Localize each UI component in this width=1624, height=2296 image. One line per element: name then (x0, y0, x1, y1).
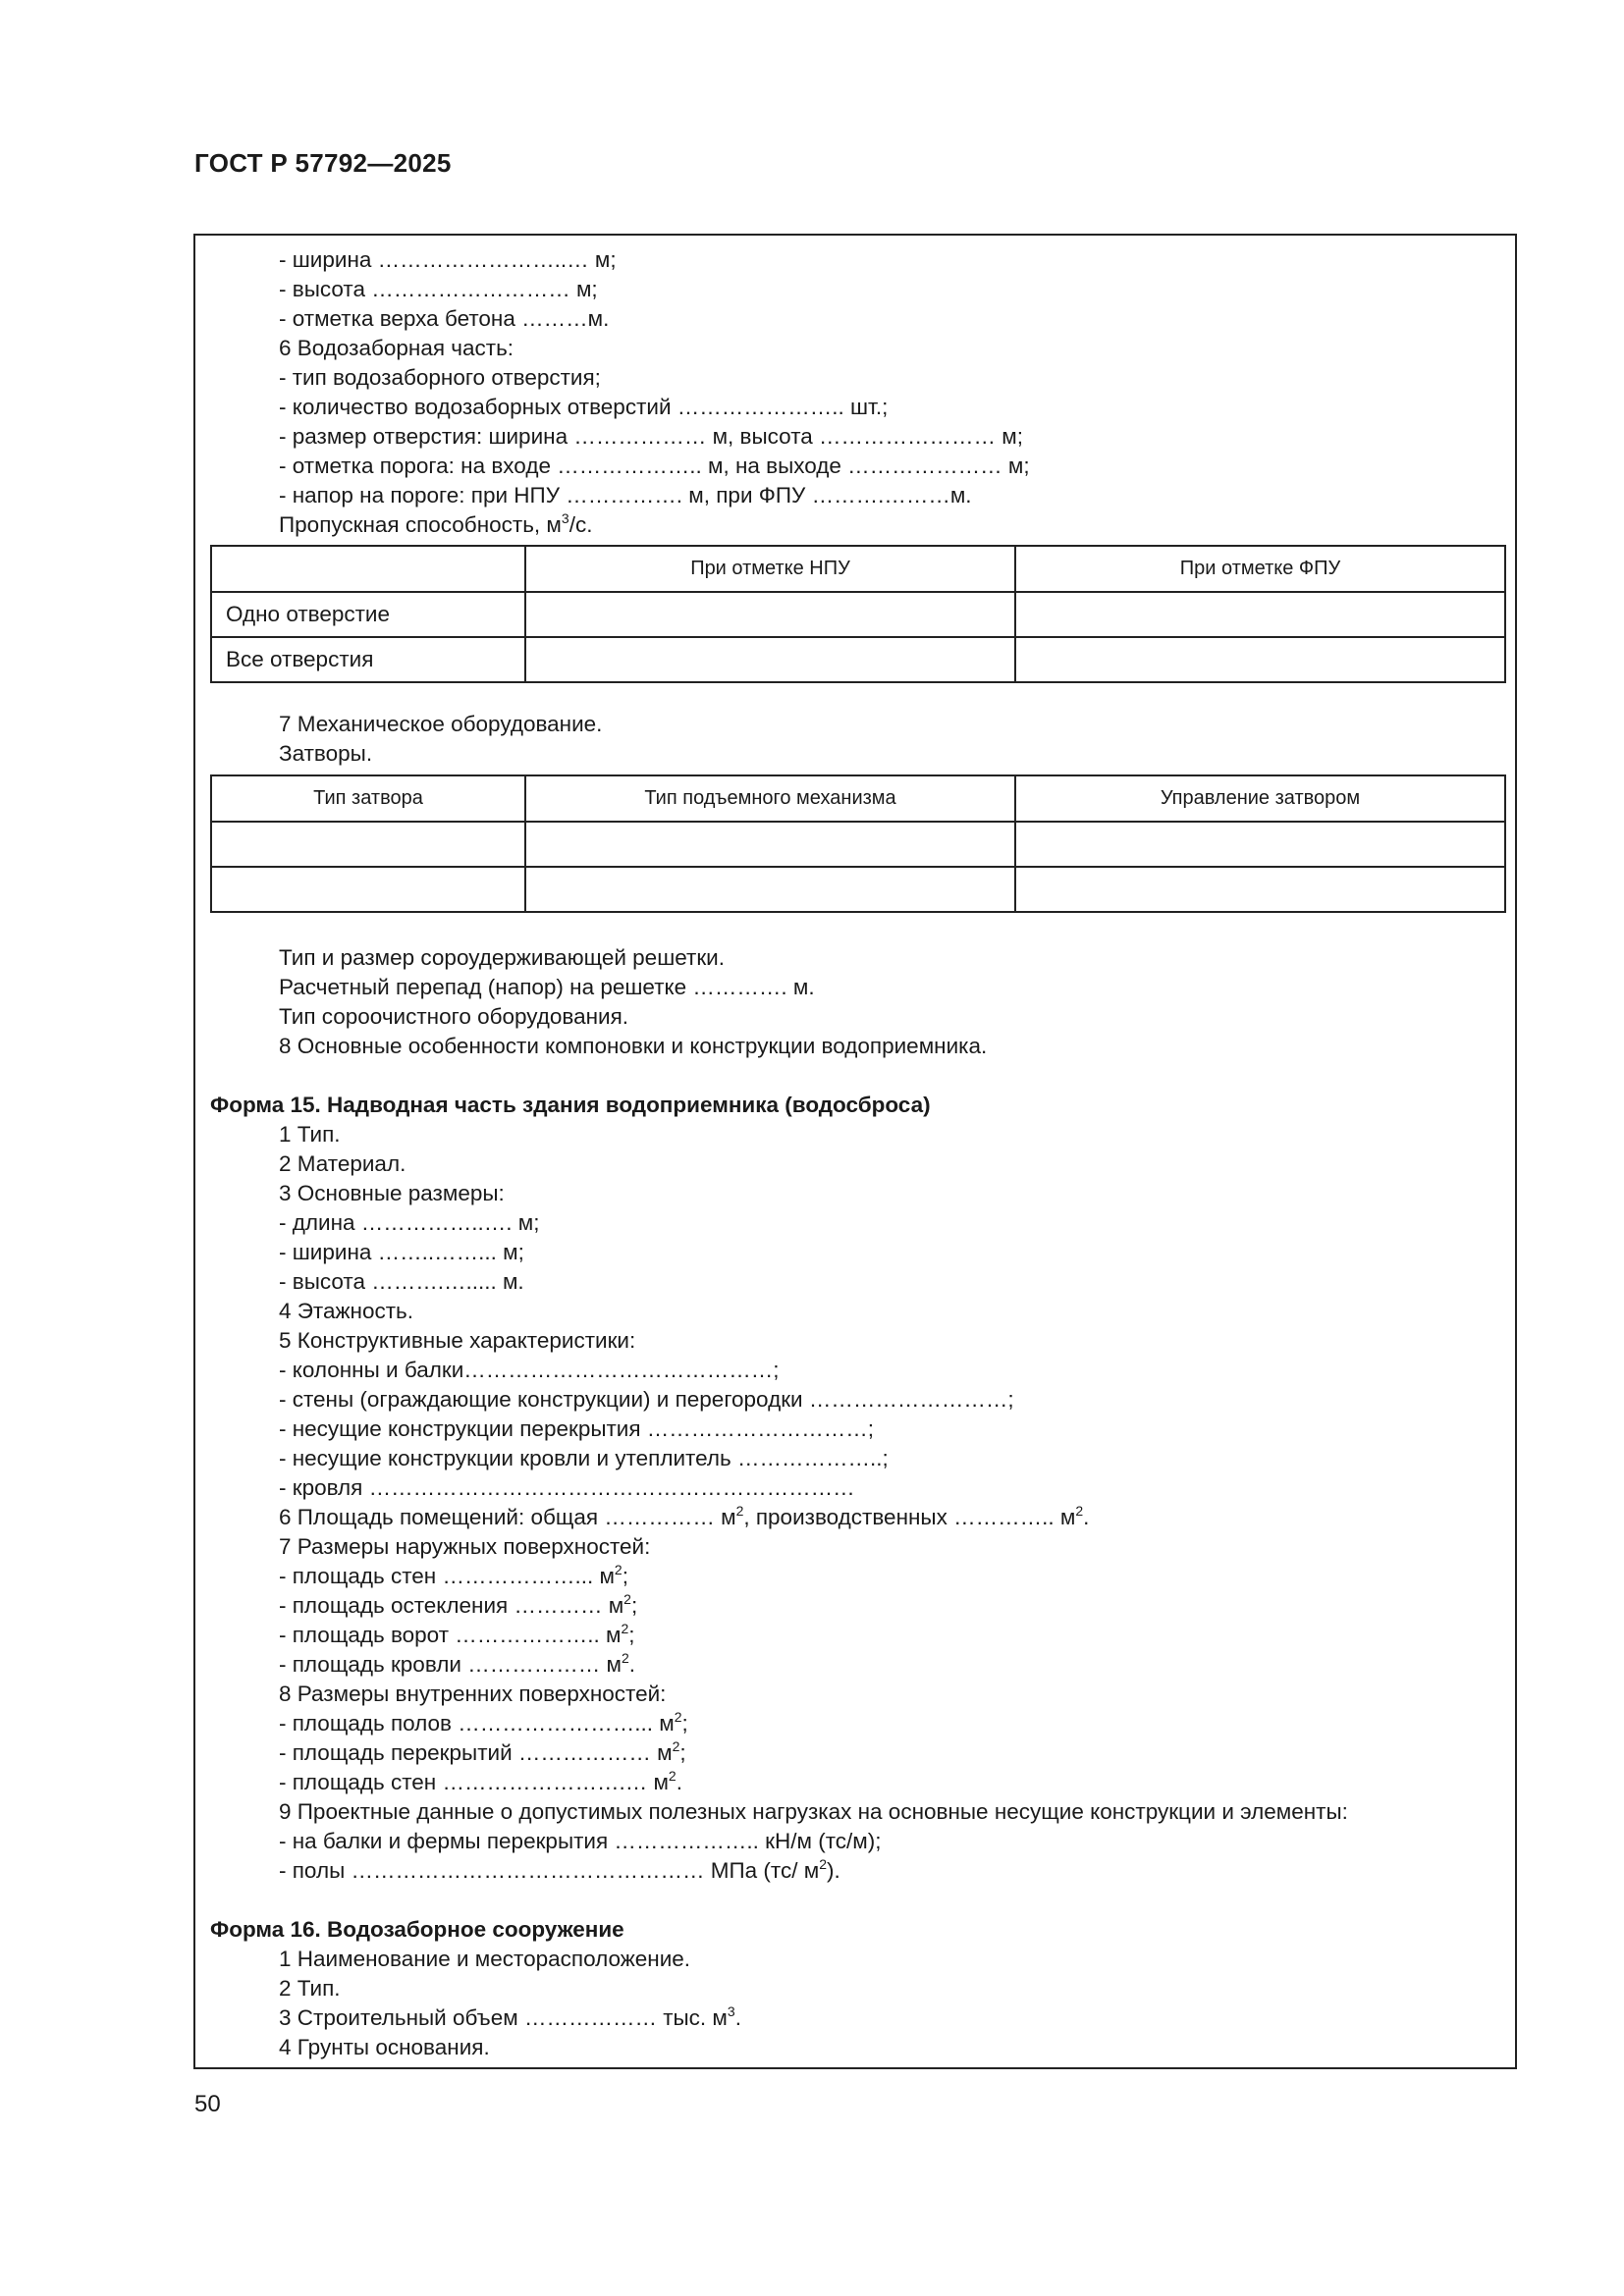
text-line: - площадь стен …………………….… $м^2$. (279, 1768, 682, 1794)
table-header-cell: При отметке НПУ (525, 546, 1015, 592)
table-cell (525, 822, 1015, 867)
text-line: - высота ……….…..... м. (279, 1269, 524, 1294)
form16-title: Форма 16. Водозаборное сооружение (210, 1917, 624, 1942)
text-line: 3 Основные размеры: (279, 1181, 505, 1205)
text-line: 7 Размеры наружных поверхностей: (279, 1534, 651, 1559)
table-row (211, 592, 1505, 637)
table-header-cell: При отметке ФПУ (1015, 546, 1505, 592)
text-line: - площадь кровли ……………… $м^2$. (279, 1650, 635, 1677)
table-header-row (211, 546, 1505, 592)
text-line: - площадь стен ………………... $м^2$; (279, 1562, 628, 1588)
table-cell (211, 822, 525, 867)
table-row (211, 637, 1505, 682)
table-header-cell: Тип подъемного механизма (525, 775, 1015, 822)
gates-title: Затворы. (279, 741, 373, 766)
table-row (211, 822, 1505, 867)
text-line: - площадь перекрытий ……………… $м^2$; (279, 1738, 686, 1765)
text-line: - несущие конструкции кровли и утеплитель ………………..; (279, 1446, 889, 1470)
table-cell (1015, 822, 1505, 867)
table-cell (1015, 637, 1505, 682)
capacity-table (210, 545, 1506, 683)
text-line: - напор на пороге: при НПУ ……………. м, при ФПУ ……….………м. (279, 483, 972, 507)
table-cell (525, 592, 1015, 637)
text-line: - кровля ………………………………………………………… (279, 1475, 855, 1500)
soil-line: 4 Грунты основания. (279, 2035, 490, 2059)
table-header-row (211, 775, 1505, 822)
text-line: - колонны и балки……………………………………; (279, 1358, 780, 1382)
text-line: - несущие конструкции перекрытия …………………………; (279, 1416, 875, 1441)
text-line: 4 Этажность. (279, 1299, 414, 1323)
text-line: 2 Материал. (279, 1151, 406, 1176)
area-line: 6 Площадь помещений: общая …………… $м^2$, производственных ………….. $м^2$. (279, 1503, 1090, 1529)
table-row (211, 867, 1505, 912)
text-line: Тип сороочистного оборудования. (279, 1004, 629, 1029)
text-line: - отметка верха бетона ………м. (279, 306, 610, 331)
text-line: 5 Конструктивные характеристики: (279, 1328, 636, 1353)
table-header-cell: Тип затвора (211, 775, 525, 822)
table-cell: Одно отверстие (211, 592, 525, 637)
text-line: Расчетный перепад (напор) на решетке …………. м. (279, 975, 815, 999)
text-line: Тип и размер сороудерживающей решетки. (279, 945, 725, 970)
text-line: - тип водозаборного отверстия; (279, 365, 601, 390)
gates-table (210, 774, 1506, 913)
text-line: - размер отверстия: ширина ……………… м, высота …………………… м; (279, 424, 1023, 449)
text-line: 8 Размеры внутренних поверхностей: (279, 1682, 667, 1706)
document-header: ГОСТ Р 57792—2025 (194, 148, 452, 178)
text-line: - ширина ……..……... м; (279, 1240, 524, 1264)
page-number: 50 (194, 2091, 221, 2117)
text-line: - площадь остекления ………… $м^2$; (279, 1591, 638, 1618)
table-cell (1015, 592, 1505, 637)
table-header-cell (211, 546, 525, 592)
table-cell (1015, 867, 1505, 912)
text-line: - высота ……………………… м; (279, 277, 598, 301)
text-line: 8 Основные особенности компоновки и конструкции водоприемника. (279, 1034, 988, 1058)
table-cell (525, 867, 1015, 912)
volume-line: 3 Строительный объем ……………… тыс. $м^3$. (279, 2003, 741, 2030)
text-line: - площадь ворот ……………….. $м^2$; (279, 1621, 635, 1647)
table-cell (211, 867, 525, 912)
table-cell (525, 637, 1015, 682)
text-line: 1 Наименование и месторасположение. (279, 1947, 691, 1971)
text-line: - площадь полов ……………………... $м^2$; (279, 1709, 688, 1735)
floors-line: - полы ………………………………………… МПа (тс/ $м^2$). (279, 1856, 840, 1883)
table-header-cell: Управление затвором (1015, 775, 1505, 822)
form15-title: Форма 15. Надводная часть здания водоприемника (водосброса) (210, 1093, 931, 1117)
text-line: - ширина ……………………..… м; (279, 247, 617, 272)
text-line: 1 Тип. (279, 1122, 341, 1147)
text-line: - на балки и фермы перекрытия ……………….. кН/м (тс/м); (279, 1829, 882, 1853)
text-line: - отметка порога: на входе ……………….. м, на выходе ………………… м; (279, 454, 1030, 478)
mech-title: 7 Механическое оборудование. (279, 712, 603, 736)
text-line: - длина ……………..…. м; (279, 1210, 540, 1235)
text-line: 2 Тип. (279, 1976, 341, 2001)
text-line: 9 Проектные данные о допустимых полезных нагрузках на основные несущие конструкции и элементы: (279, 1799, 1348, 1824)
text-line: - стены (ограждающие конструкции) и перегородки ………………………; (279, 1387, 1014, 1412)
capacity-line: Пропускная способность, $м^3/с$. (279, 510, 593, 537)
text-line: 6 Водозаборная часть: (279, 336, 514, 360)
table-cell: Все отверстия (211, 637, 525, 682)
text-line: - количество водозаборных отверстий ………………….. шт.; (279, 395, 889, 419)
